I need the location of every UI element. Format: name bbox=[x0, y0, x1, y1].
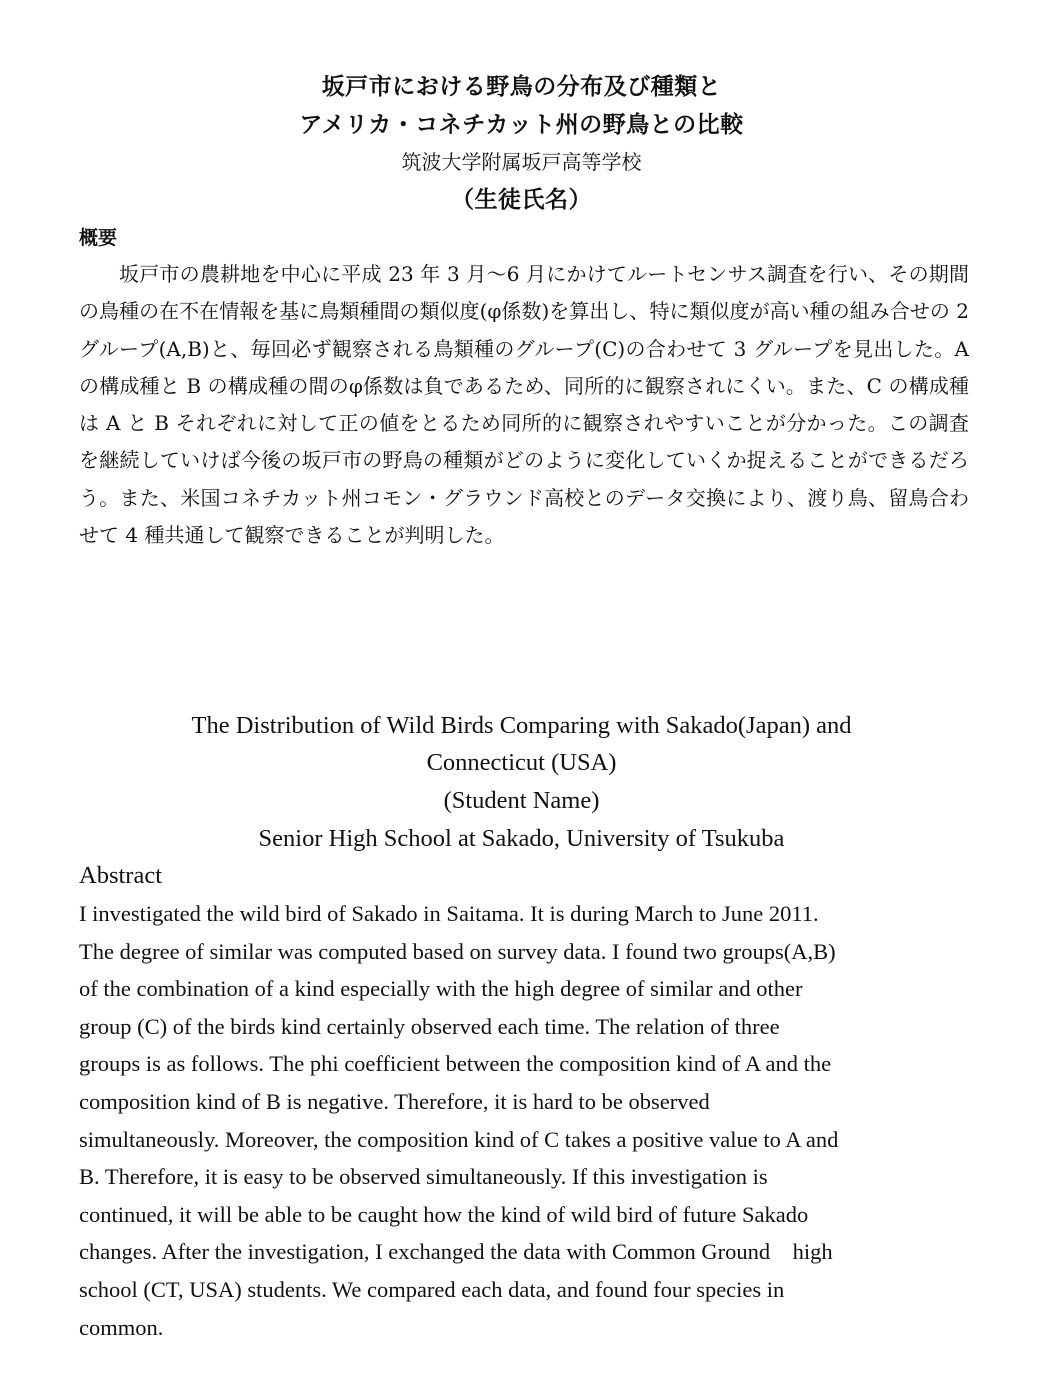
abstract-line: I investigated the wild bird of Sakado in Saitama. It is during March to June 2011. bbox=[79, 901, 819, 926]
abstract-line: continued, it will be able to be caught how the kind of wild bird of future Sakado bbox=[79, 1201, 809, 1227]
abstract-line: B. Therefore, it is easy to be observed simultaneously. If this investigation is bbox=[79, 1164, 768, 1190]
japanese-abstract-body: 坂戸市の農耕地を中心に平成 23 年 3 月～6 月にかけてルートセンサス調査を行い、その期間の鳥種の在不在情報を基に鳥類種間の類似度(φ係数)を算出し、特に類似度が高い種の組み合せの 2 グループ(A,B)と、毎回必ず観察される鳥類種のグループ(C)の合わせて 3 グループを見出した。A の構成種と B の構成種の間のφ係数は負であるため、同所的に観察されにくい。また、C の構成種は A と B それぞれに対して正の値をとるため同所的に観察されやすいことが分かった。この調査を継続していけば今後の坂戸市の野鳥の種類がどのように変化していくか捉えることができるだろう。また、米国コネチカット州コモン・グラウンド高校とのデータ交換により、渡り鳥、留鳥合わせて 4 種共通して観察できることが判明した。 bbox=[79, 262, 969, 548]
abstract-line: school (CT, USA) students. We compared each data, and found four species in bbox=[79, 1276, 785, 1302]
japanese-affiliation: 筑波大学附属坂戸高等学校 bbox=[401, 150, 642, 174]
abstract-line: common. bbox=[79, 1314, 164, 1340]
japanese-title-line-1: 坂戸市における野鳥の分布及び種類と bbox=[321, 74, 722, 100]
english-title-line-2: Connecticut (USA) bbox=[426, 749, 617, 776]
abstract-line: composition kind of B is negative. Therefore, it is hard to be observed bbox=[79, 1088, 710, 1114]
japanese-title-line-2: アメリカ・コネチカット州の野鳥との比較 bbox=[299, 112, 744, 138]
english-title-line-1: The Distribution of Wild Birds Comparing with Sakado(Japan) and bbox=[191, 712, 852, 739]
english-author: (Student Name) bbox=[443, 787, 600, 814]
abstract-line: simultaneously. Moreover, the composition kind of C takes a positive value to A and bbox=[79, 1126, 839, 1152]
abstract-line: of the combination of a kind especially with the high degree of similar and other bbox=[79, 976, 803, 1002]
english-abstract-heading: Abstract bbox=[79, 862, 162, 889]
english-affiliation: Senior High School at Sakado, University of Tsukuba bbox=[258, 825, 785, 852]
abstract-line: changes. After the investigation, I exchanged the data with Common Ground high bbox=[79, 1239, 833, 1265]
japanese-abstract-heading: 概要 bbox=[79, 227, 118, 249]
abstract-line: The degree of similar was computed based on survey data. I found two groups(A,B) bbox=[79, 938, 836, 964]
english-abstract-body bbox=[79, 895, 967, 1346]
abstract-line: groups is as follows. The phi coefficient between the composition kind of A and the bbox=[79, 1051, 832, 1077]
japanese-author: （生徒氏名） bbox=[451, 187, 592, 213]
abstract-line: group (C) of the birds kind certainly observed each time. The relation of three bbox=[79, 1013, 780, 1039]
